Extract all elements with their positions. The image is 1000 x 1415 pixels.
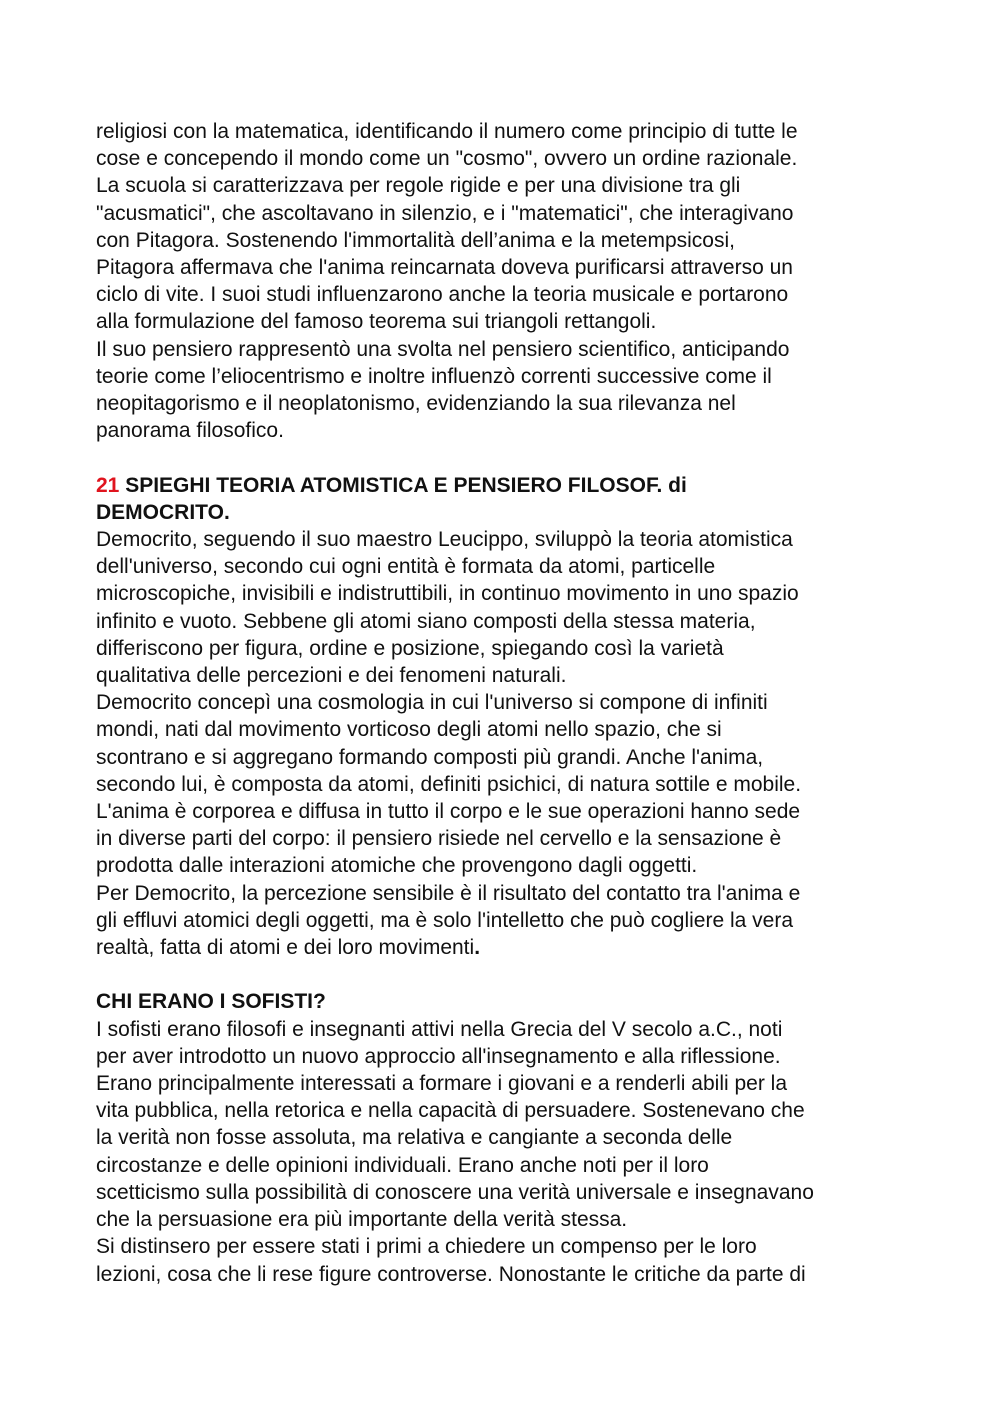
text-line: Per Democrito, la percezione sensibile è il risultato del contatto tra l'anima e (96, 881, 801, 905)
text-line: circostanze e delle opinioni individuali. Erano anche noti per il loro (96, 1153, 709, 1177)
text-line: secondo lui, è composta da atomi, definiti psichici, di natura sottile e mobile. (96, 772, 802, 796)
text-line: scetticismo sulla possibilità di conoscere una verità universale e insegnavano (96, 1180, 814, 1204)
text-line: qualitativa delle percezioni e dei fenomeni naturali. (96, 664, 567, 688)
text-line: teorie come l’eliocentrismo e inoltre influenzò correnti successive come il (96, 364, 772, 388)
text-line: L'anima è corporea e diffusa in tutto il corpo e le sue operazioni hanno sede (96, 800, 801, 824)
text-line: Democrito concepì una cosmologia in cui l'universo si compone di infiniti (96, 691, 768, 715)
text-line: vita pubblica, nella retorica e nella capacità di persuadere. Sostenevano che (96, 1099, 805, 1123)
text-line: mondi, nati dal movimento vorticoso degli atomi nello spazio, che si (96, 718, 722, 742)
text-line: lezioni, cosa che li rese figure controverse. Nonostante le critiche da parte di (96, 1262, 806, 1286)
text-line: differiscono per figura, ordine e posizione, spiegando così la varietà (96, 636, 724, 660)
text-line: gli effluvi atomici degli oggetti, ma è solo l'intelletto che può cogliere la vera (96, 908, 794, 932)
question-heading-continuation: DEMOCRITO. (96, 500, 230, 524)
text-line-content: realtà, fatta di atomi e dei loro movimenti (96, 936, 475, 960)
text-line: per aver introdotto un nuovo approccio all'insegnamento e alla riflessione. (96, 1044, 781, 1068)
text-line: che la persuasione era più importante della verità stessa. (96, 1208, 628, 1232)
text-line: Si distinsero per essere stati i primi a chiedere un compenso per le loro (96, 1235, 757, 1259)
democritus-section (96, 472, 916, 962)
text-line: Pitagora affermava che l'anima reincarnata doveva purificarsi attraverso un (96, 256, 793, 280)
text-line: Democrito, seguendo il suo maestro Leucippo, sviluppò la teoria atomistica (96, 528, 793, 552)
text-line (96, 934, 916, 961)
text-line: in diverse parti del corpo: il pensiero risiede nel cervello e la sensazione è (96, 827, 782, 851)
paragraph-gap (96, 444, 916, 471)
text-line: I sofisti erano filosofi e insegnanti attivi nella Grecia del V secolo a.C., noti (96, 1017, 783, 1041)
text-line: neopitagorismo e il neoplatonismo, evidenziando la sua rilevanza nel (96, 392, 736, 416)
text-line: "acusmatici", che ascoltavano in silenzio, e i "matematici", che interagivano (96, 201, 794, 225)
text-line: religiosi con la matematica, identificando il numero come principio di tutte le (96, 120, 798, 143)
text-line: Il suo pensiero rappresentò una svolta nel pensiero scientifico, anticipando (96, 337, 790, 361)
text-line: con Pitagora. Sostenendo l'immortalità dell’anima e la metempsicosi, (96, 228, 735, 252)
text-line: la verità non fosse assoluta, ma relativa e cangiante a seconda delle (96, 1126, 733, 1150)
paragraph-gap (96, 961, 916, 988)
text-line: panorama filosofico. (96, 419, 284, 443)
sophists-section (96, 988, 916, 1287)
text-line: cose e concependo il mondo come un "cosmo", ovvero un ordine razionale. (96, 147, 798, 171)
text-line: ciclo di vite. I suoi studi influenzarono anche la teoria musicale e portarono (96, 283, 789, 307)
pythagoras-section (96, 118, 916, 444)
text-line: microscopiche, invisibili e indistruttibili, in continuo movimento in uno spazio (96, 582, 799, 606)
text-line: La scuola si caratterizzava per regole rigide e per una divisione tra gli (96, 174, 741, 198)
text-line: dell'universo, secondo cui ogni entità è formata da atomi, particelle (96, 555, 716, 579)
text-line: infinito e vuoto. Sebbene gli atomi siano composti della stessa materia, (96, 609, 756, 633)
text-line: alla formulazione del famoso teorema sui triangoli rettangoli. (96, 310, 657, 334)
bold-period: . (474, 936, 481, 960)
question-heading-text: SPIEGHI TEORIA ATOMISTICA E PENSIERO FILOSOF. di (119, 473, 687, 497)
document-page (96, 118, 916, 1288)
text-line: Erano principalmente interessati a formare i giovani e a renderli abili per la (96, 1072, 788, 1096)
question-number: 21 (96, 473, 120, 497)
section-heading: CHI ERANO I SOFISTI? (96, 990, 326, 1014)
question-heading (96, 472, 916, 499)
text-line: scontrano e si aggregano formando composti più grandi. Anche l'anima, (96, 745, 764, 769)
text-line: prodotta dalle interazioni atomiche che provengono dagli oggetti. (96, 854, 698, 878)
